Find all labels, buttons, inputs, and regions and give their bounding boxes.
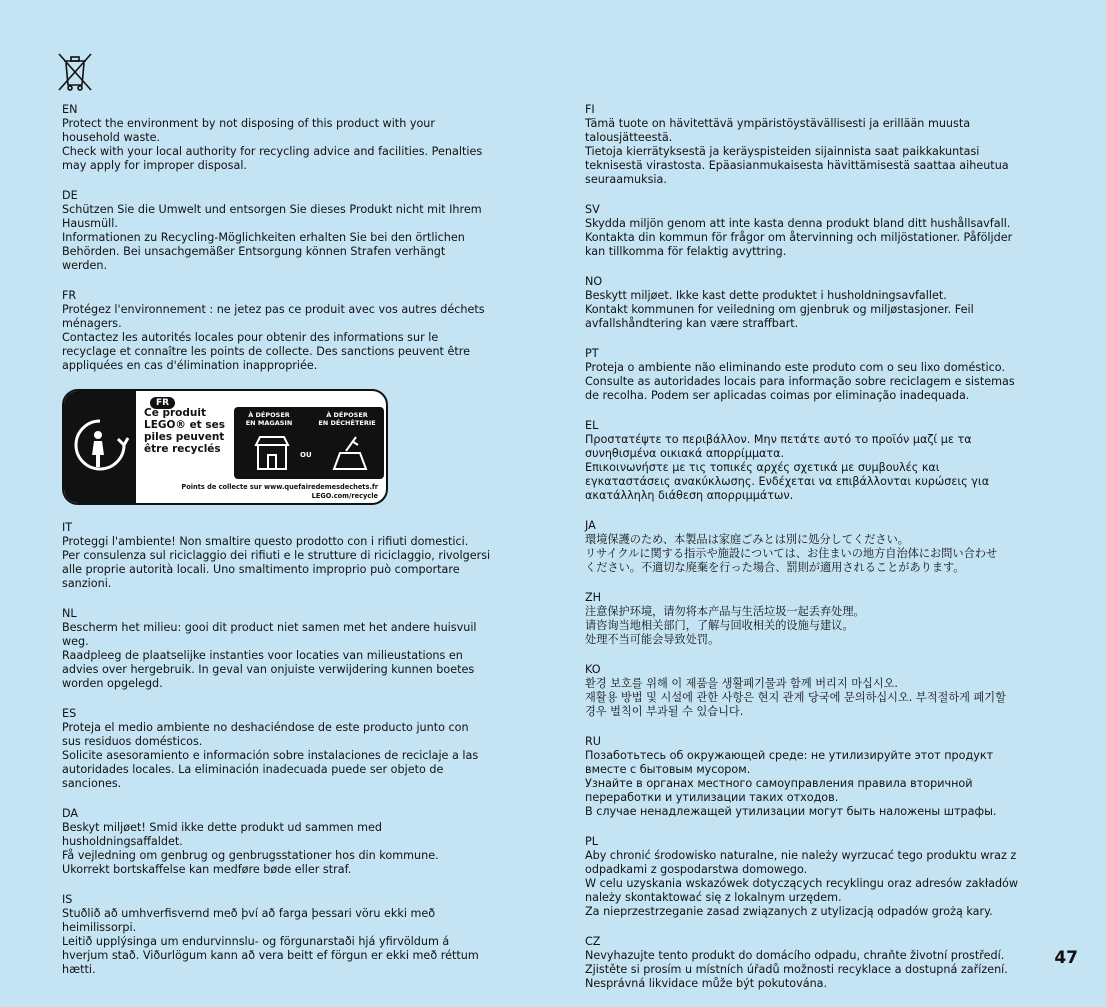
crossed-out-bin-icon — [56, 52, 94, 92]
collection-info — [181, 483, 378, 501]
language-code: RU — [585, 735, 601, 748]
language-code: IS — [62, 893, 73, 906]
right-column — [585, 103, 1045, 1007]
triman-icon — [70, 415, 130, 475]
notice-ru — [585, 735, 1045, 819]
notice-is — [62, 893, 532, 977]
language-code: NL — [62, 607, 77, 620]
or-label: OU — [300, 451, 312, 459]
language-code: FR — [62, 289, 77, 302]
notice-text: Proteja o ambiente não eliminando este produto com o seu lixo doméstico. Consulte as autoridades locais para informação sobre reciclagem e sistemas de recolha. Podem ser aplicadas coimas por eliminação inadequada. — [585, 361, 1015, 402]
notice-text: Позаботьтесь об окружающей среде: не утилизируйте этот продукт вместе с бытовым мусором. Узнайте в органах местного самоуправления правила вторичной переработки и утилизации таких отходов. В случае ненадлежащей утилизации могут быть наложены штрафы. — [585, 749, 997, 818]
notice-text: Tämä tuote on hävitettävä ympäristöystävällisesti ja erillään muusta talousjätteestä. Tietoja kierrätyksestä ja keräyspisteiden sijainnista saat paikkakuntasi teknisestä virastosta. Epäasianmukaisesta hävittämisestä saattaa aiheutua seuraamuksia. — [585, 117, 1009, 186]
notice-text: Protégez l'environnement : ne jetez pas ce produit avec vos autres déchets ménagers. Contactez les autorités locales pour obtenir des informations sur le recyclage et connaître les points de collecte. Des sanctions peuvent être appliquées en cas d'élimination inappropriée. — [62, 303, 485, 372]
notice-text: Beskyt miljøet! Smid ikke dette produkt ud sammen med husholdningsaffaldet. Få vejledning om genbrug og genbrugsstationer hos din kommune. Ukorrekt bortskaffelse kan medføre bøde eller straf. — [62, 821, 439, 876]
notice-ja — [585, 519, 1045, 575]
notice-text: Προστατέψτε το περιβάλλον. Μην πετάτε αυτό το προϊόν μαζί με τα συνηθισμένα οικιακά απορρίμματα. Επικοινωνήστε με τις τοπικές αρχές σχετικά με συμβουλές και εγκαταστάσεις ανακύκλωσης. Ενδέχεται να επιβάλλονται κυρώσεις για ακατάλληλη διάθεση απορριμμάτων. — [585, 433, 990, 502]
badge-text: Ce produit LEGO® et ses piles peuvent être recyclés — [144, 407, 225, 455]
notice-text: Proteja el medio ambiente no deshaciéndose de este producto junto con sus residuos domésticos. Solicite asesoramiento e información sobre instalaciones de reciclaje a las autoridades locales. La eliminación inadecuada puede ser objeto de sanciones. — [62, 721, 479, 790]
notice-it — [62, 521, 532, 591]
notice-text: Proteggi l'ambiente! Non smaltire questo prodotto con i rifiuti domestici. Per consulenza sul riciclaggio dei rifiuti e le strutture di riciclaggio, rivolgersi alle proprie autorità locali. Uno smaltimento improprio può comportare sanzioni. — [62, 535, 491, 590]
language-code: IT — [62, 521, 73, 534]
notice-text: Nevyhazujte tento produkt do domácího odpadu, chraňte životní prostředí. Zjistěte si prosím u místních úřadů možnosti recyklace a dostupná zařízení. Nesprávná likvidace může být pokutována. — [585, 949, 1008, 990]
notice-es — [62, 707, 532, 791]
triman-logo — [64, 391, 136, 503]
notice-text: Stuðlið að umhverfisvernd með því að farga þessari vöru ekki með heimilissorpi. Leitið upplýsinga um endurvinnslu- og förgunarstaði hjá yfirvöldum á hverjum stað. Viðurlögum kann að vera beitt ef förgun er ekki með réttum hætti. — [62, 907, 479, 976]
notice-de — [62, 189, 532, 273]
notice-sv — [585, 203, 1045, 259]
notice-text: 환경 보호를 위해 이 제품을 생활폐기물과 함께 버리지 마십시오. 재활용 방법 및 시설에 관한 사항은 현지 관계 당국에 문의하십시오. 부적절하게 폐기할 경우 벌칙이 부과될 수 있습니다. — [585, 677, 1006, 718]
language-code: EN — [62, 103, 78, 116]
notice-nl — [62, 607, 532, 691]
notice-text: Skydda miljön genom att inte kasta denna produkt bland ditt hushållsavfall. Kontakta din kommun för frågor om återvinning och miljöstationer. Påföljder kan tillkomma för felaktig avyttring. — [585, 217, 1013, 258]
notice-text: 環境保護のため、本製品は家庭ごみとは別に処分してください。 リサイクルに関する指示や施設については、お住まいの地方自治体にお問い合わせ ください。不適切な廃棄を行った場合、罰則が適用されることがあります。 — [585, 533, 998, 574]
language-code: CZ — [585, 935, 601, 948]
notice-pt — [585, 347, 1045, 403]
notice-no — [585, 275, 1045, 331]
notice-ko — [585, 663, 1045, 719]
notice-fi — [585, 103, 1045, 187]
shop-icon — [252, 433, 292, 473]
notice-text: Schützen Sie die Umwelt und entsorgen Sie dieses Produkt nicht mit Ihrem Hausmüll. Informationen zu Recycling-Möglichkeiten erhalten Sie bei den örtlichen Behörden. Bei unsachgemäßer Entsorgung können Strafen verhängt werden. — [62, 203, 482, 272]
language-code: DE — [62, 189, 78, 202]
language-code: KO — [585, 663, 601, 676]
language-code: DA — [62, 807, 79, 820]
notice-text: 注意保护环境，请勿将本产品与生活垃圾一起丢弃处理。 请咨询当地相关部门，了解与回收相关的设施与建议。 处理不当可能会导致处罚。 — [585, 605, 865, 646]
notice-en — [62, 103, 532, 173]
notice-da — [62, 807, 532, 877]
notice-text: Protect the environment by not disposing of this product with your household waste. Check with your local authority for recycling advice and facilities. Penalties may apply for improper disposal. — [62, 117, 483, 172]
notice-text: Aby chronić środowisko naturalne, nie należy wyrzucać tego produktu wraz z odpadkami z gospodarstwa domowego. W celu uzyskania wskazówek dotyczących recyklingu oraz adresów zakładów należy skontaktować się z lokalnym urzędem. Za nieprzestrzeganie zasad związanych z utylizacją odpadów grożą kary. — [585, 849, 1019, 918]
deposit-store-label: À DÉPOSER EN MAGASIN — [245, 411, 293, 427]
notice-el — [585, 419, 1045, 503]
language-code: ZH — [585, 591, 602, 604]
language-code: FI — [585, 103, 595, 116]
notice-zh — [585, 591, 1045, 647]
language-code: SV — [585, 203, 600, 216]
dechetterie-icon — [328, 431, 372, 475]
language-code: ES — [62, 707, 77, 720]
left-column — [62, 103, 532, 993]
notice-text: Bescherm het milieu: gooi dit product niet samen met het andere huisvuil weg. Raadpleeg de plaatselijke instanties voor locaties van milieustations en advies over hergebruik. In geval van onjuiste verwijdering kunnen boetes worden opgelegd. — [62, 621, 477, 690]
language-code: NO — [585, 275, 603, 288]
page-number: 47 — [1054, 948, 1078, 968]
lego-recycle-url: LEGO.com/recycle — [311, 492, 378, 500]
recycling-badge — [62, 389, 388, 505]
collection-url: Points de collecte sur www.quefairedemesdechets.fr — [181, 483, 378, 491]
notice-fr — [62, 289, 532, 373]
notice-cz — [585, 935, 1045, 991]
deposit-options — [234, 407, 384, 479]
language-code: PT — [585, 347, 599, 360]
notice-pl — [585, 835, 1045, 919]
language-code: EL — [585, 419, 599, 432]
language-code: JA — [585, 519, 596, 532]
fr-tag: FR — [150, 397, 175, 409]
language-code: PL — [585, 835, 598, 848]
deposit-dechetterie-label: À DÉPOSER EN DÉCHÈTERIE — [318, 411, 376, 427]
notice-text: Beskytt miljøet. Ikke kast dette produktet i husholdningsavfallet. Kontakt kommunen for veiledning om gjenbruk og miljøstasjoner. Feil avfallshåndtering kan være straffbart. — [585, 289, 974, 330]
